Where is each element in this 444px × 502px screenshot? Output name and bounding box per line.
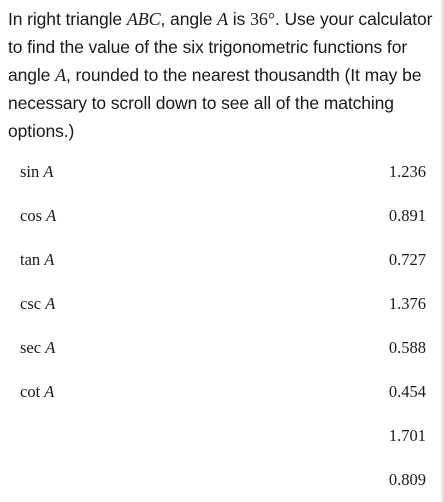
value-option[interactable]: 1.701 <box>388 426 426 445</box>
term-func: tan <box>20 250 41 269</box>
value-option[interactable]: 0.809 <box>388 470 426 489</box>
triangle-label: ABC <box>126 9 161 29</box>
term-var: A <box>45 294 56 313</box>
value-option[interactable]: 0.588 <box>388 338 426 357</box>
term-func: csc <box>20 294 42 313</box>
value-option[interactable]: 0.727 <box>388 250 426 269</box>
term-var: A <box>44 382 55 401</box>
term-func: sin <box>20 162 40 181</box>
matching-area <box>0 150 444 502</box>
question-prompt <box>8 5 438 145</box>
prompt-text-1: In right triangle <box>8 9 127 29</box>
prompt-text-4: . Use your calculator to find the value of the six trigonometric functions for angle <box>8 9 433 85</box>
term-cot[interactable] <box>20 382 54 402</box>
value-option[interactable]: 0.454 <box>388 382 426 401</box>
angle-variable: A <box>55 65 66 85</box>
value-option[interactable]: 0.891 <box>388 206 426 225</box>
term-sin[interactable] <box>20 162 53 182</box>
value-option[interactable]: 1.376 <box>388 294 426 313</box>
term-csc[interactable] <box>20 294 55 314</box>
prompt-text-3: is <box>228 9 251 29</box>
term-var: A <box>45 338 56 357</box>
value-option[interactable]: 1.236 <box>388 162 426 181</box>
term-func: sec <box>20 338 42 357</box>
angle-variable: A <box>217 9 229 29</box>
term-var: A <box>46 206 57 225</box>
term-var: A <box>43 162 54 181</box>
term-sec[interactable] <box>20 338 55 358</box>
term-func: cos <box>20 206 42 225</box>
prompt-text-5: , rounded to the nearest thousandth (It may be necessary to scroll down to see all of the matching options.) <box>8 65 422 141</box>
term-func: cot <box>20 382 41 401</box>
term-cos[interactable] <box>20 206 56 226</box>
angle-value: 36° <box>250 9 275 29</box>
prompt-text-2: , angle <box>160 9 218 29</box>
term-tan[interactable] <box>20 250 54 270</box>
term-var: A <box>44 250 55 269</box>
